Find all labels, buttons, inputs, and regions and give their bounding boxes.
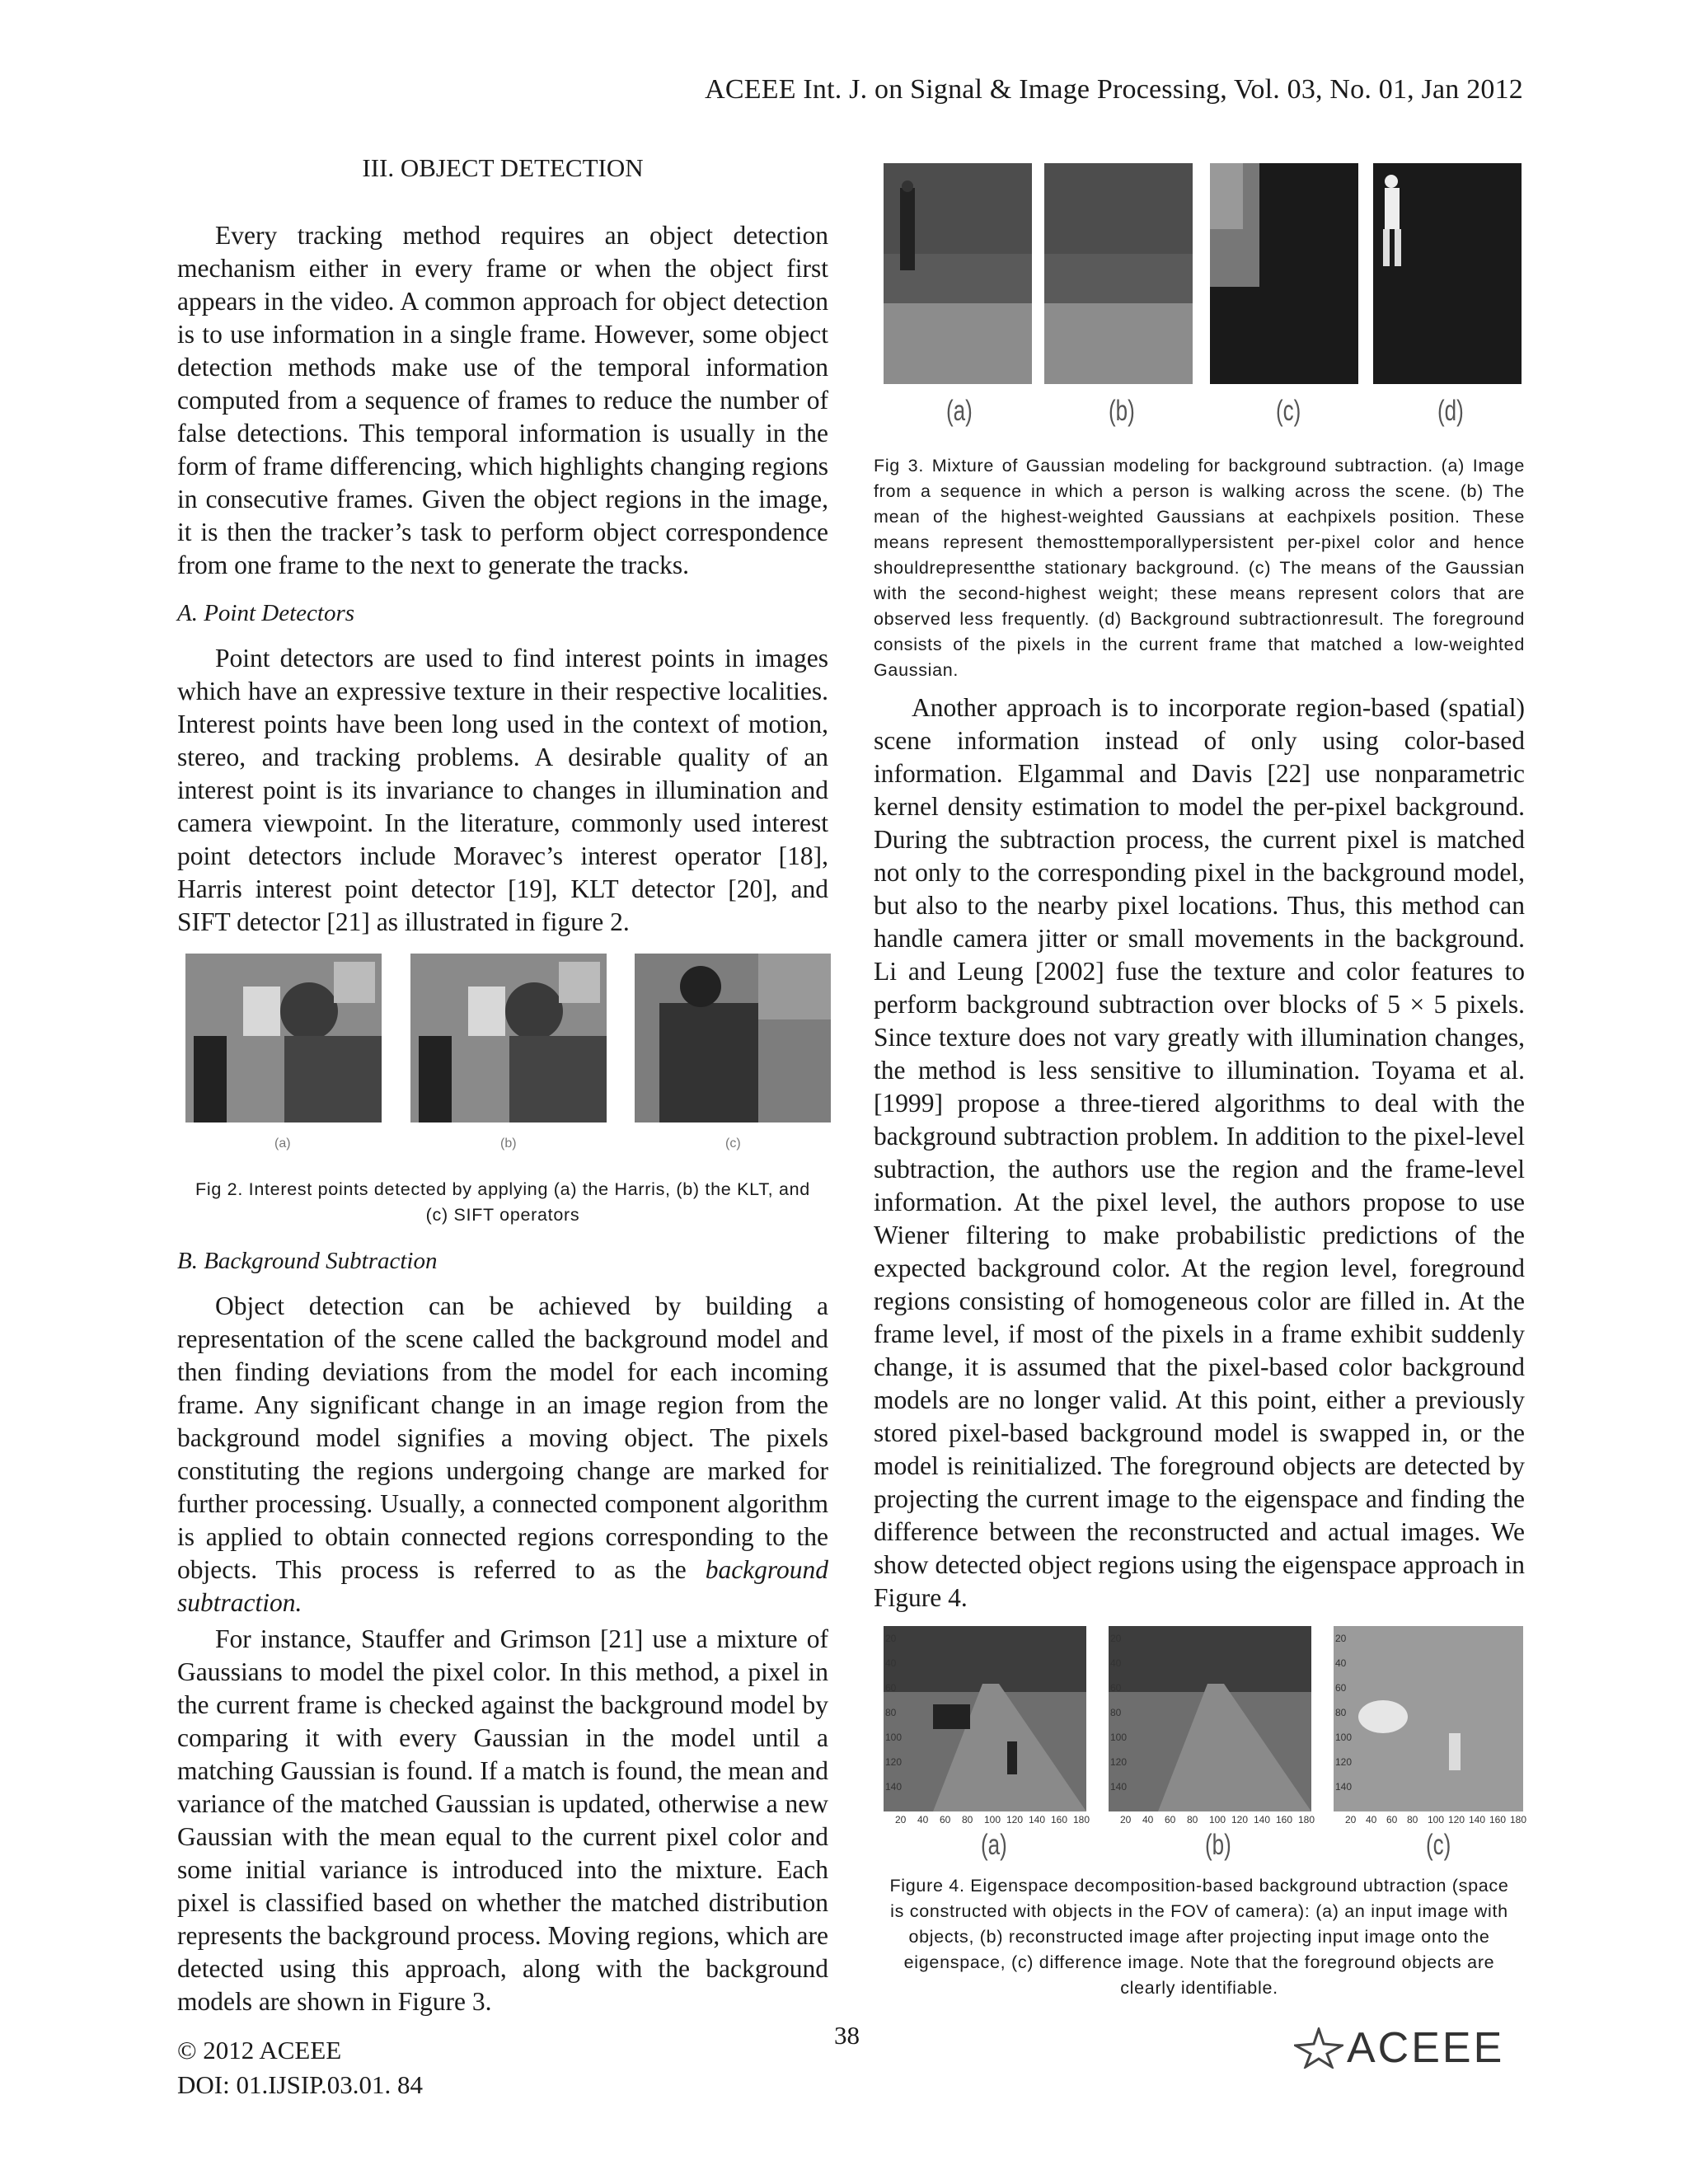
subsection-a-title: A. Point Detectors [177,600,355,626]
fig4-xtick: 180 [1298,1814,1315,1825]
figure-4 [874,1626,1525,1873]
logo-text: ACEEE [1347,2024,1505,2072]
fig4-ytick: 60 [1335,1682,1347,1694]
fig4-xtick: 80 [1187,1814,1198,1825]
fig2-image-c [635,954,831,1122]
fig4-xtick: 120 [1006,1814,1024,1825]
fig4-ytick: 80 [1110,1707,1122,1718]
bg-paragraph-emphasis: background subtraction. [177,1555,828,1617]
fig2-image-a [185,954,382,1122]
fig4-image-a [884,1626,1086,1811]
fig4-xtick: 20 [895,1814,907,1825]
running-header: ACEEE Int. J. on Signal & Image Processing, Vol. 03, No. 01, Jan 2012 [705,74,1523,105]
fig4-xtick: 80 [962,1814,973,1825]
fig4-ytick: 100 [1335,1732,1353,1743]
fig4-xtick: 180 [1073,1814,1090,1825]
fig2-label-b: (b) [500,1137,517,1151]
fig4-ytick: 100 [885,1732,903,1743]
fig4-label-a: (a) [981,1827,1007,1862]
fig4-ytick: 40 [1335,1657,1347,1669]
subsection-b-title: B. Background Subtraction [177,1248,438,1274]
fig3-image-b [1044,163,1193,384]
fig3-label-d: (d) [1437,393,1464,428]
fig4-ytick: 140 [885,1781,903,1793]
fig4-xtick: 60 [940,1814,951,1825]
fig3-label-c: (c) [1276,393,1301,428]
fig4-ytick: 20 [1335,1633,1347,1644]
fig4-ytick: 140 [1110,1781,1128,1793]
section-title: III. OBJECT DETECTION [362,153,644,182]
fig4-ytick: 80 [885,1707,897,1718]
fig4-xtick: 180 [1510,1814,1527,1825]
fig3-image-a [884,163,1032,384]
fig4-ytick: 40 [1110,1657,1122,1669]
fig4-xtick: 40 [1366,1814,1377,1825]
left-column [177,153,828,2018]
fig4-xtick: 160 [1489,1814,1507,1825]
fig4-xtick: 40 [917,1814,929,1825]
fig4-image-c [1334,1626,1523,1811]
figure-3 [874,163,1525,443]
fig2-label-c: (c) [725,1137,741,1151]
fig3-caption: Fig 3. Mixture of Gaussian modeling for background subtraction. (a) Image from a sequence in which a person is walking across the scene. (b) The mean of the highest-weighted Gaussians at eachpixels position. These means represent themosttemporallypersistent per-pixel color and hence shouldrepresentthe stationary background. (c) The means of the Gaussian with the second-highest weight; these means represent colors that are observed less frequently. (d) Background subtractionresult. The foreground consists of the pixels in the current frame that matched a low-weighted Gaussian. [874,456,1525,680]
fig4-xtick: 100 [1428,1814,1445,1825]
footer-copyright: © 2012 ACEEE [177,2036,342,2064]
fig4-ytick: 60 [885,1682,897,1694]
fig4-xtick: 100 [1209,1814,1226,1825]
bg-paragraph-main: Object detection can be achieved by building a representation of the scene called the background model and then finding deviations from the model for each incoming frame. Any significant change in an image region from the background model signifies a moving object. The pixels constituting the regions undergoing change are marked for further processing. Usually, a connected component algorithm is applied to obtain connected regions corresponding to the objects. This process is referred to as the [177,1291,828,1584]
stauffer-grimson-paragraph: For instance, Stauffer and Grimson [21] use a mixture of Gaussians to model the pixel color. In this method, a pixel in the current frame is checked against the background model by comparing it with every Gaussian in the model until a matching Gaussian is found. If a match is found, the mean and variance of the matched Gaussian is updated, otherwise a new Gaussian with the mean equal to the current pixel color and some initial variance is introduced into the mixture. Each pixel is classified based on whether the matched distribution represents the background process. Moving regions, which are detected using this approach, along with the background models are shown in Figure 3. [177,1624,828,2016]
fig4-label-c: (c) [1426,1827,1451,1862]
fig3-label-a: (a) [946,393,973,428]
fig4-ytick: 80 [1335,1707,1347,1718]
fig4-ytick: 140 [1335,1781,1353,1793]
fig4-xtick: 40 [1142,1814,1154,1825]
fig4-xtick: 140 [1254,1814,1271,1825]
fig4-ytick: 100 [1110,1732,1128,1743]
fig4-ytick: 20 [885,1633,897,1644]
intro-paragraph: Every tracking method requires an object detection mechanism either in every frame or when the object first appears in the video. A common approach for object detection is to use information in a single frame. However, some object detection methods make use of the temporal information computed from a sequence of frames to reduce the number of false detections. This temporal information is usually in the form of frame differencing, which highlights changing regions in consecutive frames. Given the object regions in the image, it is then the tracker’s task to perform object correspondence from one frame to the next to generate the tracks. [177,221,828,579]
fig3-label-b: (b) [1109,393,1135,428]
page-number: 38 [834,2021,860,2050]
background-subtraction-paragraph [177,1290,828,1619]
fig4-xtick: 100 [984,1814,1001,1825]
fig4-ytick: 120 [885,1756,903,1768]
fig4-xtick: 160 [1276,1814,1293,1825]
fig4-xtick: 120 [1231,1814,1249,1825]
fig4-label-b: (b) [1205,1827,1231,1862]
fig2-label-a: (a) [274,1137,291,1151]
fig4-xtick: 60 [1386,1814,1398,1825]
fig3-image-c [1210,163,1358,384]
fig4-xtick: 20 [1120,1814,1132,1825]
fig4-xtick: 160 [1051,1814,1068,1825]
fig4-xtick: 140 [1469,1814,1486,1825]
fig4-xtick: 140 [1029,1814,1046,1825]
figure-2 [177,954,828,1172]
fig4-ytick: 20 [1110,1633,1122,1644]
fig4-xtick: 20 [1345,1814,1357,1825]
fig2-caption: Fig 2. Interest points detected by applying (a) the Harris, (b) the KLT, and (c) SIFT operators [195,1179,810,1225]
right-column [874,163,1525,2001]
fig4-ytick: 60 [1110,1682,1122,1694]
point-detectors-paragraph: Point detectors are used to find interest points in images which have an expressive texture in their respective localities. Interest points have been long used in the context of motion, stereo, and tracking problems. A desirable quality of an interest point is its invariance to changes in illumination and camera viewpoint. In the literature, commonly used interest point detectors include Moravec’s interest operator [18], Harris interest point detector [19], KLT detector [20], and SIFT detector [21] as illustrated in figure 2. [177,644,828,936]
star-logo-icon [1294,2027,1343,2069]
fig4-image-b [1109,1626,1311,1811]
footer-doi: DOI: 01.IJSIP.03.01. 84 [177,2070,423,2099]
fig4-ytick: 120 [1335,1756,1353,1768]
aceee-logo [1294,2023,1504,2073]
fig4-ytick: 120 [1110,1756,1128,1768]
fig3-image-d [1373,163,1522,384]
eigenspace-paragraph: Another approach is to incorporate region-based (spatial) scene information instead of only using color-based information. Elgammal and Davis [22] use nonparametric kernel density estimation to model the per-pixel background. During the subtraction process, the current pixel is matched not only to the corresponding pixel in the background model, but also to the nearby pixel locations. Thus, this method can handle camera jitter or small movements in the background. Li and Leung [2002] fuse the texture and color features to perform background subtraction over blocks of 5 × 5 pixels. Since texture does not vary greatly with illumination changes, the method is less sensitive to illumination. Toyama et al. [1999] propose a three-tiered algorithms to deal with the background subtraction problem. In addition to the pixel-level subtraction, the authors use the region and the frame-level information. At the pixel level, the authors propose to use Wiener filtering to make probabilistic predictions of the expected background color. At the region level, foreground regions consisting of homogeneous color are filled in. At the frame level, if most of the pixels in a frame exhibit suddenly change, it is assumed that the pixel-based color background models are no longer valid. At this point, either a previously stored pixel-based background model is swapped in, or the model is reinitialized. The foreground objects are detected by projecting the current image to the eigenspace and finding the difference between the reconstructed and actual images. We show detected object regions using the eigenspace approach in Figure 4. [874,693,1525,1612]
fig4-xtick: 60 [1165,1814,1176,1825]
fig4-caption: Figure 4. Eigenspace decomposition-based background ubtraction (space is constructed with objects in the FOV of camera): (a) an input image with objects, (b) reconstructed image after projecting input image onto the eigenspace, (c) difference image. Note that the foreground objects are clearly identifiable. [889,1876,1509,1998]
fig4-ytick: 40 [885,1657,897,1669]
fig2-image-b [410,954,607,1122]
fig4-xtick: 80 [1407,1814,1418,1825]
fig4-xtick: 120 [1448,1814,1465,1825]
